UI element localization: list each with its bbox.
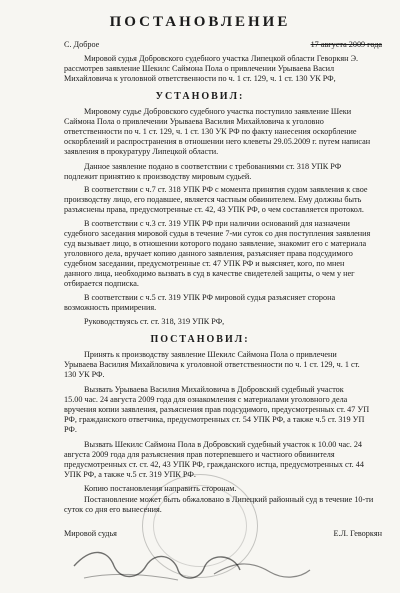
postanovil-line-5: 15.00 час. 24 августа 2009 года для ознакомления с материалами уголовного дела [64, 395, 348, 404]
para-line-15: Руководствуясь ст. ст. 318, 319 УПК РФ, [84, 317, 225, 326]
ustanovil-heading: УСТАНОВИЛ: [155, 91, 245, 102]
para-line-14: возможность примирения. [64, 303, 157, 312]
para-line-10: судебном заседании, предусмотренные ст. 47 УПК РФ и выясняет, кого, по мнен [64, 259, 345, 268]
postanovil-line-2: Урываева Василия Михайловича к уголовной ответственности по ч. 1 ст. 129, ч. 1 ст. [64, 360, 360, 369]
postanovil-heading: ПОСТАНОВИЛ: [150, 334, 250, 345]
para-line-8: суд вызывает лицо, в отношении которого подано заявление, знакомит его с материала [64, 239, 367, 248]
ustanovil-line-2: Саймона Пола о привлечении Урываева Василия Михайловича к уголовно [64, 117, 324, 126]
para-line-7: судебного заседания мировой судья в течение 7-ми суток со дня поступления заявления [64, 229, 371, 238]
para-line-1: Данное заявление подано в соответствии с требованиями ст. 318 УПК РФ [84, 162, 342, 171]
para-line-5: разъяснены права, предусмотренные ст. 42, 43 УПК РФ, о чем составляется протокол. [64, 205, 364, 214]
para-line-9: уголовного дела, вручает копию данного заявления, разъясняет права подсудимого [64, 249, 353, 258]
postanovil-line-13: Копию постановления направить сторонам. [84, 484, 237, 493]
date-text: 17 августа 2009 года [310, 40, 382, 49]
para-line-4: производству лицо, его подавшее, является частным обвинителем. Ему должны быть [64, 195, 362, 204]
para-line-2: подлежит принятию к производству мировым судьей. [64, 172, 252, 181]
postanovil-line-7: РФ, гражданского ответчика, предусмотренных ст. 54 УПК РФ, а также ч.5 ст. 319 УП [64, 415, 365, 424]
ustanovil-line-1: Мировому судье Добровского судебного участка поступило заявление Шеки [84, 107, 352, 116]
para-line-3: В соответствии с ч.7 ст. 318 УПК РФ с момента принятия судом заявления к свое [84, 185, 368, 194]
place: С. Доброе [64, 40, 100, 49]
intro-line-2: рассмотрев заявление Шекилс Саймона Пола о привлечении Урываева Васил [64, 64, 335, 73]
postanovil-line-4: Вызвать Урываева Василия Михайловича в Добровский судебный участок [84, 385, 344, 394]
ustanovil-line-3: ответственности по ч. 1 ст. 129, ч. 1 ст. 130 УК РФ по факту нанесения оскорбление [64, 127, 357, 136]
postanovil-line-12: УПК РФ, а также ч.5 ст. 319 УПК РФ. [64, 470, 196, 479]
document-title: ПОСТАНОВЛЕНИЕ [109, 14, 291, 30]
handwritten-signature [64, 540, 314, 588]
ustanovil-line-5: заявления в прокуратуру Липецкой области. [64, 147, 219, 156]
intro-line-3: Михайловича к уголовной ответственности по ч. 1 ст. 129, ч. 1 ст. 130 УК РФ, [64, 74, 336, 83]
postanovil-line-3: 130 УК РФ. [64, 370, 105, 379]
postanovil-line-1: Принять к производству заявление Шекилс Саймона Пола о привлечени [84, 350, 337, 359]
para-line-6: В соответствии с ч.3 ст. 319 УПК РФ при наличии оснований для назначени [84, 219, 350, 228]
postanovil-line-6: вручения копии заявления, разъяснения прав подсудимого, предусмотренных ст. 47 УП [64, 405, 370, 414]
date [311, 40, 382, 50]
postanovil-line-14: Постановление может быть обжаловано в Липецкий районный суд в течение 10-ти [84, 495, 374, 504]
para-line-13: В соответствии с ч.5 ст. 319 УПК РФ мировой судья разъясняет сторона [84, 293, 336, 302]
judge-name: Е.Л. Геворкян [333, 529, 382, 538]
para-line-12: отбирается подписка. [64, 279, 139, 288]
postanovil-line-9: Вызвать Шекилс Саймона Пола в Добровский судебный участок к 10.00 час. 24 [84, 440, 363, 449]
intro-line-1: Мировой судья Добровского судебного участка Липецкой области Геворкян Э. [84, 54, 359, 63]
postanovil-line-11: предусмотренных ст. ст. 42, 43 УПК РФ, гражданского истца, предусмотренных ст. 44 [64, 460, 364, 469]
judge-label: Мировой судья [64, 529, 117, 538]
ustanovil-line-4: оскорблений и распространения в отношении него клеветы 29.05.2009 г. путем написан [64, 137, 371, 146]
postanovil-line-15: суток со дня его вынесения. [64, 505, 162, 514]
postanovil-line-8: РФ. [64, 425, 77, 434]
postanovil-line-10: августа 2009 года для разъяснения прав потерпевшего и частного обвинителя [64, 450, 335, 459]
para-line-11: данного лица, необходимо вызвать в суд в качестве свидетелей защиты, о чем у нег [64, 269, 355, 278]
